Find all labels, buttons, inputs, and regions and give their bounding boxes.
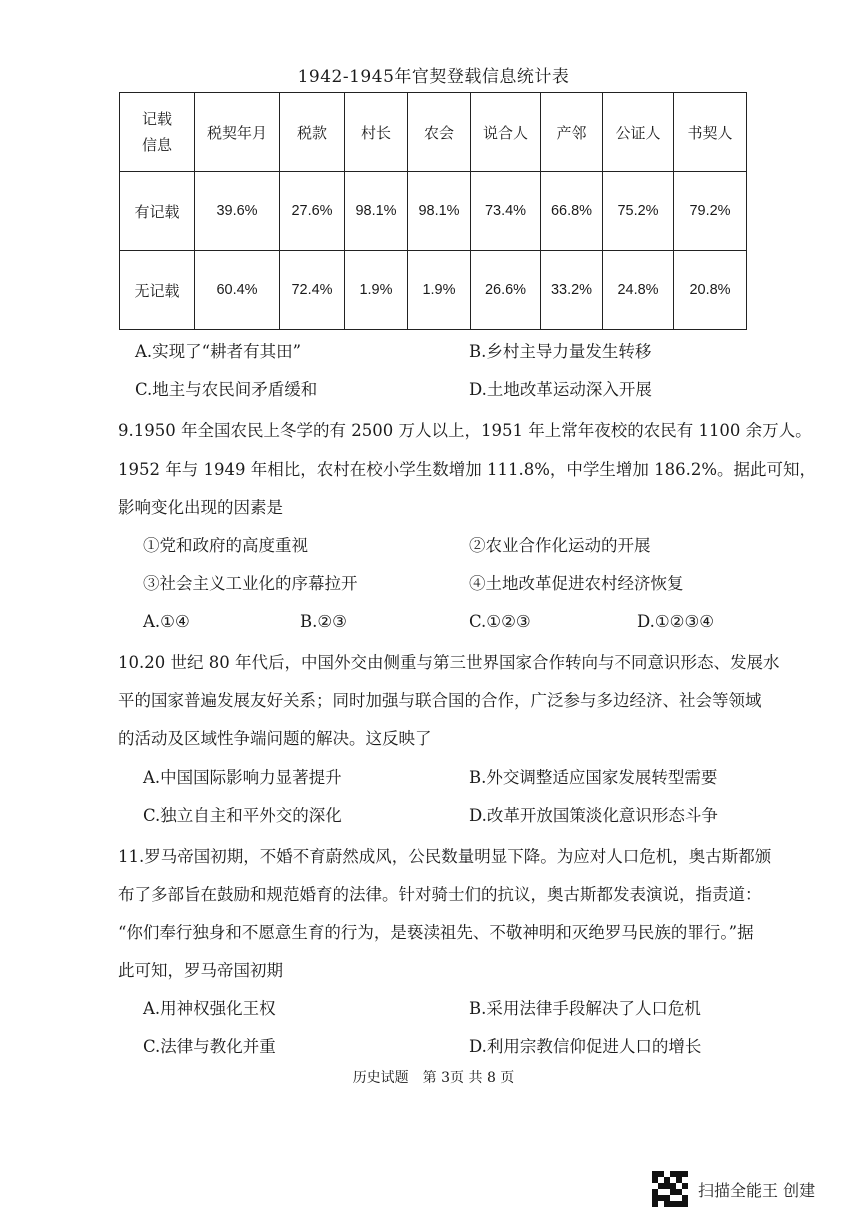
table-cell: 79.2% <box>674 172 747 251</box>
row-label: 无记载 <box>120 251 195 330</box>
table-title: 1942-1945年官契登载信息统计表 <box>297 67 570 87</box>
q8-option-a: A.实现了“耕者有其田” <box>135 342 302 361</box>
table-cell: 60.4% <box>195 251 280 330</box>
page-footer: 历史试题 第 3页 共 8 页 <box>352 1070 515 1086</box>
q10-option-a: A.中国国际影响力显著提升 <box>143 768 342 787</box>
q10-option-c: C.独立自主和平外交的深化 <box>143 806 342 825</box>
column-header: 税契年月 <box>195 93 280 172</box>
table-cell: 33.2% <box>541 251 603 330</box>
q9-option-a: A.①④ <box>143 612 190 631</box>
q10-option-b: B.外交调整适应国家发展转型需要 <box>469 768 718 787</box>
q11-stem-line: 布了多部旨在鼓励和规范婚育的法律。针对骑士们的抗议，奥古斯都发表演说，指责道： <box>118 885 762 904</box>
column-header: 税款 <box>280 93 345 172</box>
column-header: 农会 <box>408 93 471 172</box>
table-cell: 66.8% <box>541 172 603 251</box>
table-cell: 39.6% <box>195 172 280 251</box>
table-cell: 1.9% <box>345 251 408 330</box>
q11-option-c: C.法律与教化并重 <box>143 1037 276 1056</box>
column-header: 书契人 <box>674 93 747 172</box>
q9-option-d: D.①②③④ <box>637 612 715 631</box>
q8-option-d: D.土地改革运动深入开展 <box>469 380 652 399</box>
q11-stem-line: 11.罗马帝国初期，不婚不育蔚然成风，公民数量明显下降。为应对人口危机，奥古斯都颁 <box>118 847 772 866</box>
table-row <box>120 172 747 251</box>
q10-stem-line: 的活动及区域性争端问题的解决。这反映了 <box>118 729 432 748</box>
table-cell: 98.1% <box>345 172 408 251</box>
column-header: 村长 <box>345 93 408 172</box>
table-cell: 27.6% <box>280 172 345 251</box>
column-header: 公证人 <box>603 93 674 172</box>
q9-option-b: B.②③ <box>300 612 347 631</box>
q11-stem-line: “你们奉行独身和不愿意生育的行为，是亵渎祖先、不敬神明和灭绝罗马民族的罪行。”据 <box>118 923 754 942</box>
watermark-text: 扫描全能王 创建 <box>698 1180 816 1200</box>
q10-stem-line: 平的国家普遍发展友好关系；同时加强与联合国的合作，广泛参与多边经济、社会等领域 <box>118 691 762 710</box>
header-corner-line: 信息 <box>141 136 172 154</box>
scanner-watermark <box>652 1171 815 1207</box>
q9-stem-line: 1952 年与 1949 年相比，农村在校小学生数增加 111.8%，中学生增加 186.2%。据此可知， <box>118 460 817 479</box>
q11-option-d: D.利用宗教信仰促进人口的增长 <box>469 1037 702 1056</box>
q11-option-b: B.采用法律手段解决了人口危机 <box>469 999 701 1018</box>
stats-table <box>119 92 747 330</box>
q9-item-4: ④土地改革促进农村经济恢复 <box>469 574 684 593</box>
q9-option-c: C.①②③ <box>469 612 531 631</box>
table-cell: 98.1% <box>408 172 471 251</box>
q11-stem-line: 此可知，罗马帝国初期 <box>118 961 283 980</box>
q10-option-d: D.改革开放国策淡化意识形态斗争 <box>469 806 718 825</box>
table-cell: 75.2% <box>603 172 674 251</box>
q9-item-1: ①党和政府的高度重视 <box>143 536 308 555</box>
header-corner <box>120 93 195 172</box>
table-cell: 24.8% <box>603 251 674 330</box>
q9-stem-line: 影响变化出现的因素是 <box>118 498 283 517</box>
table-header-row <box>120 93 747 172</box>
q8-option-c: C.地主与农民间矛盾缓和 <box>135 380 318 399</box>
column-header: 说合人 <box>471 93 541 172</box>
table-cell: 72.4% <box>280 251 345 330</box>
column-header: 产邻 <box>541 93 603 172</box>
table-cell: 20.8% <box>674 251 747 330</box>
table-cell: 26.6% <box>471 251 541 330</box>
qr-code-icon <box>652 1171 688 1207</box>
q10-stem-line: 10.20 世纪 80 年代后，中国外交由侧重与第三世界国家合作转向与不同意识形态、发展水 <box>118 653 780 672</box>
row-label: 有记载 <box>120 172 195 251</box>
q9-stem-line: 9.1950 年全国农民上冬学的有 2500 万人以上，1951 年上常年夜校的农民有 1100 余万人。 <box>118 421 812 440</box>
header-corner-line: 记载 <box>141 110 172 128</box>
q9-item-2: ②农业合作化运动的开展 <box>469 536 651 555</box>
q11-option-a: A.用神权强化王权 <box>143 999 276 1018</box>
table-row <box>120 251 747 330</box>
q8-option-b: B.乡村主导力量发生转移 <box>469 342 652 361</box>
table-cell: 1.9% <box>408 251 471 330</box>
q9-item-3: ③社会主义工业化的序幕拉开 <box>143 574 358 593</box>
table-cell: 73.4% <box>471 172 541 251</box>
